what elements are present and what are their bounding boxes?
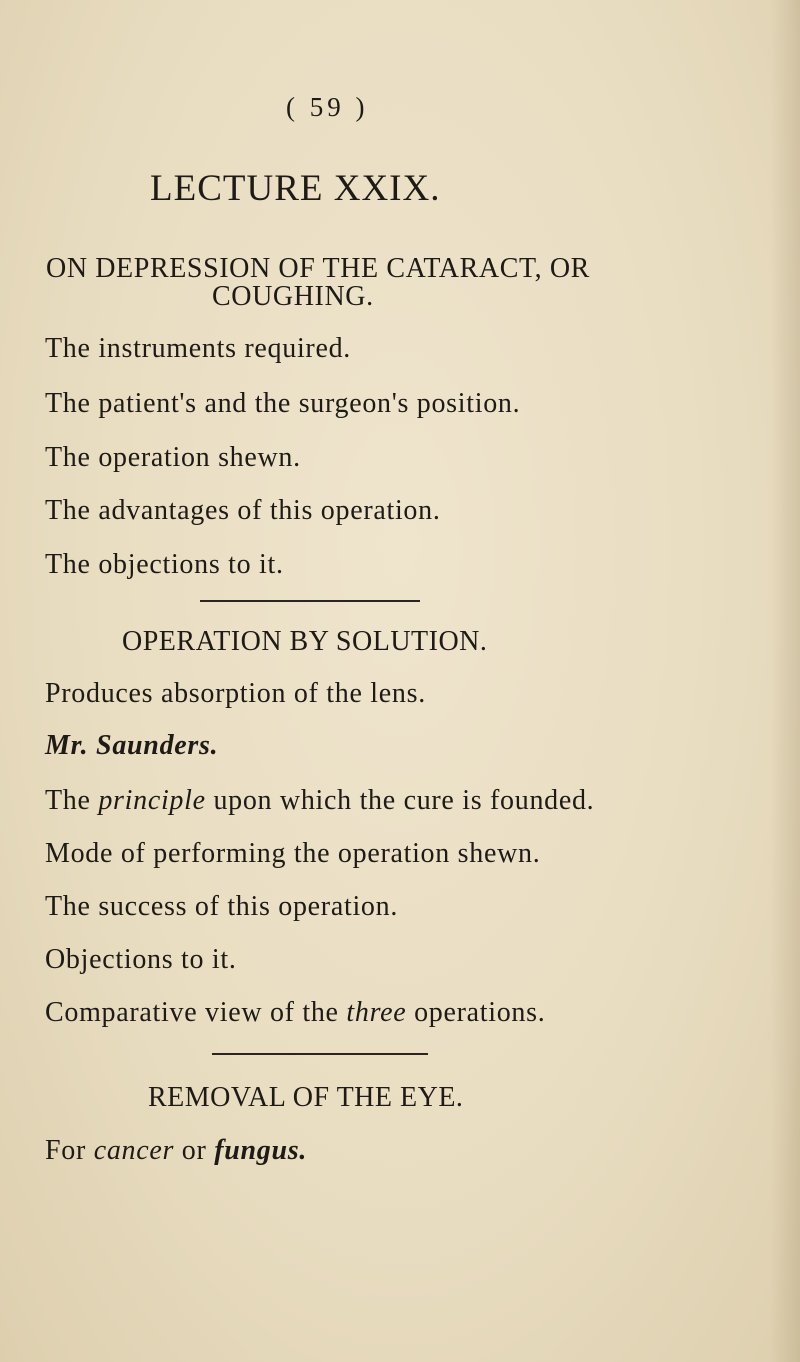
item-removal-for (45, 1135, 307, 1167)
item-absorption: Produces absorption of the lens. (45, 678, 426, 709)
principle-post: upon which the cure is founded. (213, 785, 595, 816)
lecture-title: LECTURE XXIX. (150, 168, 441, 209)
removal-heading: REMOVAL OF THE EYE. (148, 1082, 464, 1113)
section-divider-1 (200, 600, 420, 602)
item-principle (45, 785, 594, 817)
item-comparative (45, 997, 545, 1029)
page-edge-shadow (770, 0, 800, 1362)
principle-pre: The (45, 785, 91, 816)
item-solution-objections: Objections to it. (45, 944, 237, 975)
item-advantages: The advantages of this operation. (45, 495, 441, 526)
comparative-pre: Comparative view of the (45, 997, 339, 1028)
section-divider-2 (212, 1053, 428, 1055)
removal-fungus: fungus. (214, 1135, 308, 1166)
comparative-italic: three (346, 997, 407, 1028)
removal-cancer: cancer (93, 1135, 175, 1166)
item-success: The success of this operation. (45, 891, 399, 922)
item-operation-shewn: The operation shewn. (45, 442, 301, 473)
item-mr-saunders: Mr. Saunders. (45, 730, 219, 761)
item-objections: The objections to it. (45, 549, 284, 580)
item-instruments: The instruments required. (45, 333, 351, 364)
removal-or: or (181, 1135, 207, 1166)
page-number: ( 59 ) (286, 92, 369, 122)
subtitle-line-1: ON DEPRESSION OF THE CATARACT, OR (46, 253, 590, 284)
solution-heading: OPERATION BY SOLUTION. (122, 626, 488, 657)
item-position: The patient's and the surgeon's position. (45, 388, 521, 419)
subtitle-line-2: COUGHING. (212, 281, 374, 312)
item-mode: Mode of performing the operation shewn. (45, 838, 541, 869)
comparative-post: operations. (414, 997, 546, 1028)
removal-for: For (45, 1135, 86, 1166)
principle-italic: principle (98, 785, 206, 816)
